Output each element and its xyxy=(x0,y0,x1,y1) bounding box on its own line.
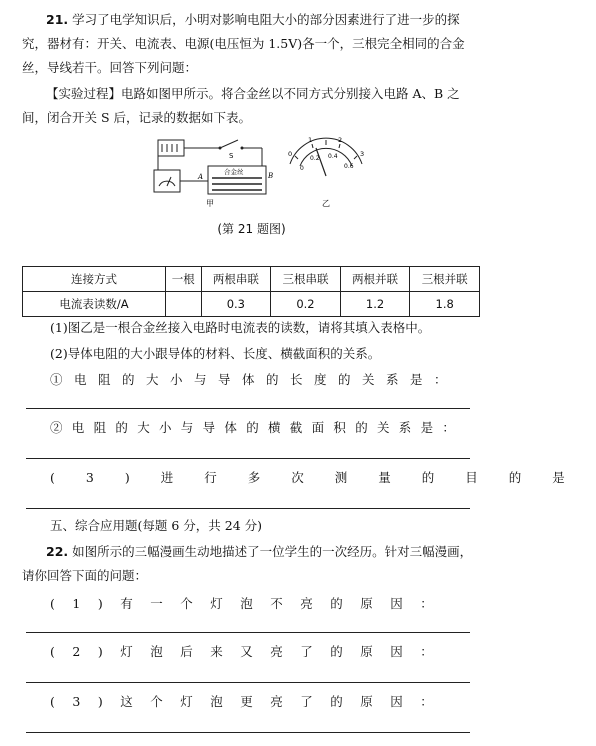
q21-stem-3: 丝，导线若干。回答下列问题： xyxy=(22,60,198,75)
table-header: 三根并联 xyxy=(410,267,480,292)
q21-number: 21. xyxy=(46,12,69,27)
data-table xyxy=(22,266,480,317)
table-cell: 1.8 xyxy=(410,292,480,317)
wire-label: 合金丝 xyxy=(224,168,244,176)
table-cell-blank[interactable] xyxy=(166,292,202,317)
answer-line[interactable] xyxy=(26,408,470,409)
q22-stem-1: 如图所示的三幅漫画生动地描述了一位学生的一次经历。针对三幅漫画， xyxy=(72,544,473,559)
table-header-row xyxy=(23,267,480,292)
section-five-title: 五、综合应用题(每题 6 分，共 24 分) xyxy=(50,518,263,533)
q21-sub1: (1)图乙是一根合金丝接入电路时电流表的读数，请将其填入表格中。 xyxy=(50,320,431,335)
table-cell: 0.2 xyxy=(271,292,341,317)
switch-label: S xyxy=(229,152,234,160)
table-cell: 1.2 xyxy=(340,292,410,317)
q22-number: 22. xyxy=(46,544,69,559)
q21-stem-1: 学习了电学知识后，小明对影响电阻大小的部分因素进行了进一步的探 xyxy=(72,12,460,27)
switch-icon xyxy=(220,140,238,148)
table-header: 两根并联 xyxy=(340,267,410,292)
svg-text:0.4: 0.4 xyxy=(328,153,338,160)
answer-line[interactable] xyxy=(26,632,470,633)
table-header: 三根串联 xyxy=(271,267,341,292)
q21-sub2: (2)导体电阻的大小跟导体的材料、长度、横截面积的关系。 xyxy=(50,346,381,361)
q22-stem-2: 请你回答下面的问题： xyxy=(22,568,148,583)
circuit-figure xyxy=(150,134,370,210)
table-header: 连接方式 xyxy=(23,267,166,292)
answer-line[interactable] xyxy=(26,508,470,509)
q21-line1 xyxy=(46,12,460,28)
figure-caption: (第 21 题图) xyxy=(217,222,286,236)
q22-sub2: (2)灯泡后来又亮了的原因： xyxy=(50,644,451,659)
table-row-label: 电流表读数/A xyxy=(23,292,166,317)
answer-line[interactable] xyxy=(26,458,470,459)
q21-sub2-b: ②电阻的大小与导体的横截面积的关系是： xyxy=(50,420,465,435)
table-row xyxy=(23,292,480,317)
svg-text:0: 0 xyxy=(300,165,304,172)
svg-text:2: 2 xyxy=(338,136,343,144)
q22-sub1: (1)有一个灯泡不亮的原因： xyxy=(50,596,451,611)
table-header: 两根串联 xyxy=(201,267,271,292)
q21-stem-2: 究，器材有：开关、电流表、电源(电压恒为 1.5V)各一个，三根完全相同的合金 xyxy=(22,36,465,51)
figure-label-jia: 甲 xyxy=(206,199,214,208)
svg-text:0.6: 0.6 xyxy=(344,163,354,170)
answer-line[interactable] xyxy=(26,732,470,733)
q22-line1 xyxy=(46,544,472,560)
figure-label-yi: 乙 xyxy=(322,199,330,208)
svg-text:3: 3 xyxy=(360,150,365,158)
table-cell: 0.3 xyxy=(201,292,271,317)
answer-line[interactable] xyxy=(26,682,470,683)
svg-text:1: 1 xyxy=(308,136,313,144)
point-b-label: B xyxy=(268,172,274,180)
q21-sub3: (3)进行多次测量的目的是 xyxy=(50,470,596,485)
q21-experiment-2: 间，闭合开关 S 后，记录的数据如下表。 xyxy=(22,110,252,125)
table-header: 一根 xyxy=(166,267,202,292)
q22-sub3: (3)这个灯泡更亮了的原因： xyxy=(50,694,451,709)
meter-needle xyxy=(316,148,326,176)
q21-sub2-a: ①电阻的大小与导体的长度的关系是： xyxy=(50,372,459,387)
point-a-label: A xyxy=(198,173,204,181)
q21-experiment-1: 【实验过程】电路如图甲所示。将合金丝以不同方式分别接入电路 A、B 之 xyxy=(46,86,460,101)
svg-text:0: 0 xyxy=(288,150,293,158)
svg-text:0.2: 0.2 xyxy=(310,155,320,162)
